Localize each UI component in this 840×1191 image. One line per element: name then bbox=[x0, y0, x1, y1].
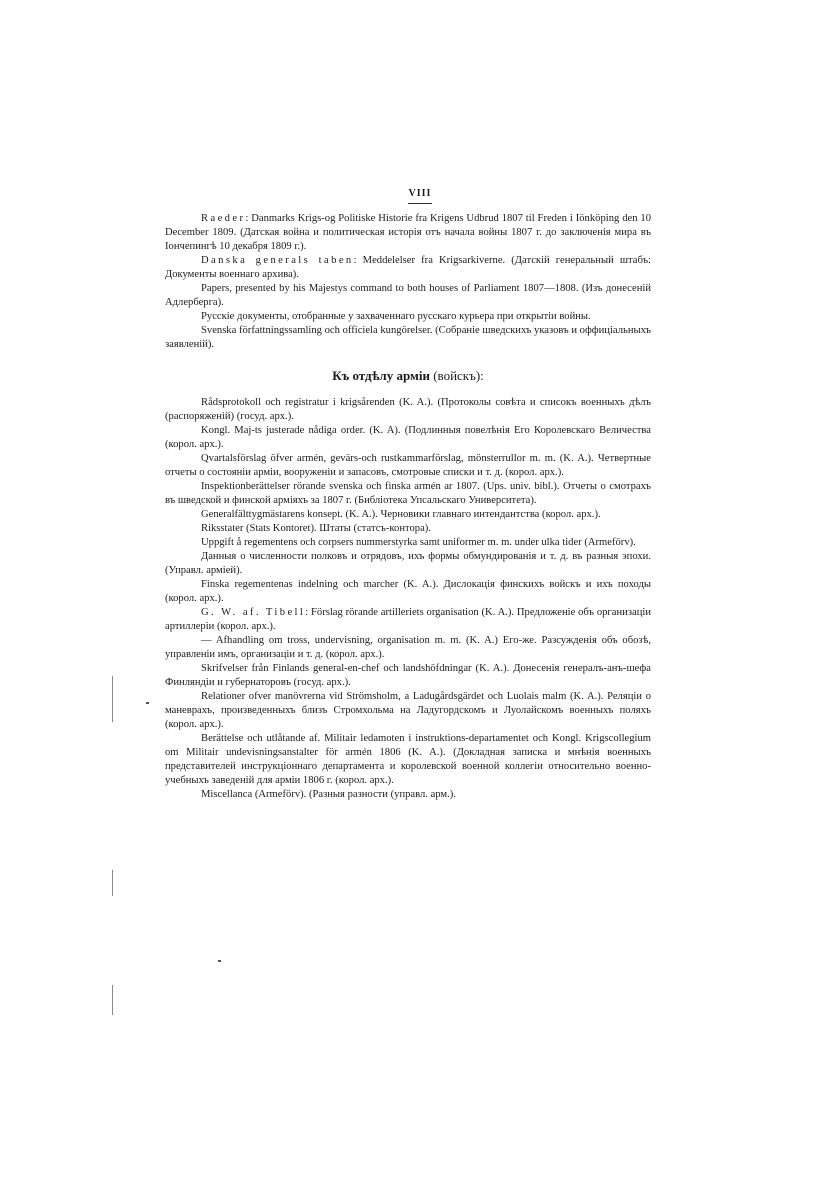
scan-margin-line bbox=[112, 985, 113, 1015]
bibliography-text bbox=[165, 212, 651, 802]
entry-qvartal: Qvartalsförslag öfver armén, gevärs-och rustkammarförslag, mönsterrullor m. m. (K. A.). Четвертные отчеты о состояніи арміи, вооруженіи и запасовъ, смотровые списки и т. д. (корол. арх.). bbox=[165, 453, 651, 478]
scan-speck bbox=[146, 702, 149, 704]
entry-afhandling: — Afhandling om tross, undervisning, organisation m. m. (K. A.) Его-же. Разсужденія объ обозѣ, управленіи имъ, организаціи и т. д. (корол. арх.). bbox=[165, 635, 651, 660]
entry-inspektion: Inspektionberättelser rörande svenska och finska armén ar 1807. (Ups. univ. bibl.). Отчеты о смотрахъ въ шведской и финской арміяхъ за 1807 г. (Библіотека Упсальскаго Университета). bbox=[165, 481, 651, 506]
entry-relationer: Relationer ofver manövrerna vid Strömsholm, a Ladugårdsgärdet och Luolais malm (K. A.). Реляціи о маневрахъ, произведенныхъ близъ Стромхольма на Ладугордскомъ и Луолайскомъ военныхъ поляхъ (корол. арх.). bbox=[165, 691, 651, 730]
section-heading-bold: Къ отдѣлу арміи bbox=[332, 368, 430, 383]
entry-danska bbox=[165, 254, 651, 282]
entry-uppgift: Uppgift å regementens och corpsers nummerstyrka samt uniformer m. m. under ulka tider (Armeförv). bbox=[201, 537, 636, 548]
entry-author: Raeder bbox=[201, 213, 246, 224]
entry-russkie: Русскіе документы, отобранные у захваченнаго русскаго курьера при открытіи войны. bbox=[201, 311, 591, 322]
header-rule bbox=[408, 203, 432, 204]
entry-riksstater: Riksstater (Stats Kontoret). Штаты (статсъ-контора). bbox=[201, 523, 431, 534]
entry-author: G. W. af. Tibell bbox=[201, 607, 306, 618]
entry-radsprotokoll: Rådsprotokoll och registratur i krigsårenden (K. A.). (Протоколы совѣта и списокъ военныхъ дѣлъ (распоряженій) (госуд. арх.). bbox=[165, 397, 651, 422]
entry-text: : Meddelelser fra Krigsarkiverne. (Датскій генеральный штабъ: Документы военнаго архива). bbox=[165, 255, 652, 280]
entry-dannyya: Данныя о численности полковъ и отрядовъ, ихъ формы обмундированія и т. д. въ разныя эпохи. (Управл. арміей). bbox=[165, 551, 651, 576]
entry-text: : Förslag rörande artilleriets organisation (K. A.). Предложеніе объ организаціи артиллеріи (корол. арх.). bbox=[165, 607, 651, 632]
entry-svenska: Svenska författningssamling och officiela kungörelser. (Собраніе шведскихъ указовъ и оффиціальныхъ заявленій). bbox=[165, 325, 651, 350]
entry-papers: Papers, presented by his Majestys command to both houses of Parliament 1807—1808. (Изъ донесеній Адлерберга). bbox=[165, 283, 651, 308]
page-number: VIII bbox=[408, 188, 432, 199]
section-heading bbox=[165, 369, 651, 383]
entry-berattelse: Berättelse och utlåtande af. Militair ledamoten i instruktions-departamentet och Kongl. Krigscollegium om Militair undevisningsanstalter för armén 1806 (K. A.). (Докладная записка и мнѣнія военныхъ представителей инструкціоннаго департамента и королевской военной коллегіи относительно военно-учебныхъ заведеній для арміи 1806 г. (корол. арх.). bbox=[165, 733, 651, 786]
entry-kongl: Kongl. Maj-ts justerade nådiga order. (K. A). (Подлинныя повелѣнія Его Королевскаго Величества (корол. арх.). bbox=[165, 425, 651, 450]
entry-author: Danska generals taben bbox=[201, 255, 354, 266]
scan-speck bbox=[218, 960, 221, 962]
entry-miscellanca: Miscellanca (Armeförv). (Разныя разности (управл. арм.). bbox=[201, 789, 456, 800]
entry-skrifvelser: Skrifvelser från Finlands general-en-chef och landshöfdningar (K. A.). Донесенія генералъ-анъ-шефа Финляндіи и губернаторовъ (госуд. арх.). bbox=[165, 663, 651, 688]
scan-margin-line bbox=[112, 676, 113, 722]
entry-raeder bbox=[165, 212, 651, 254]
entry-finska: Finska regementenas indelning och marcher (K. A.). Дислокація финскихъ войскъ и ихъ походы (корол. арх.). bbox=[165, 579, 651, 604]
section-heading-normal: (войскъ): bbox=[429, 368, 484, 383]
entry-text: : Danmarks Krigs-og Politiske Historie fra Krigens Udbrud 1807 til Freden i Iönköping den 10 December 1809. (Датская война и политическая исторія отъ начала войны 1807 г. до заключенія мира въ Іончепингѣ 10 декабря 1809 г.). bbox=[165, 213, 651, 252]
entry-tibell bbox=[165, 606, 651, 634]
entry-general: Generalfälttygmästarens konsept. (K. A.). Черновики главнаго интендантства (корол. арх.). bbox=[201, 509, 601, 520]
scan-margin-line bbox=[112, 870, 113, 896]
